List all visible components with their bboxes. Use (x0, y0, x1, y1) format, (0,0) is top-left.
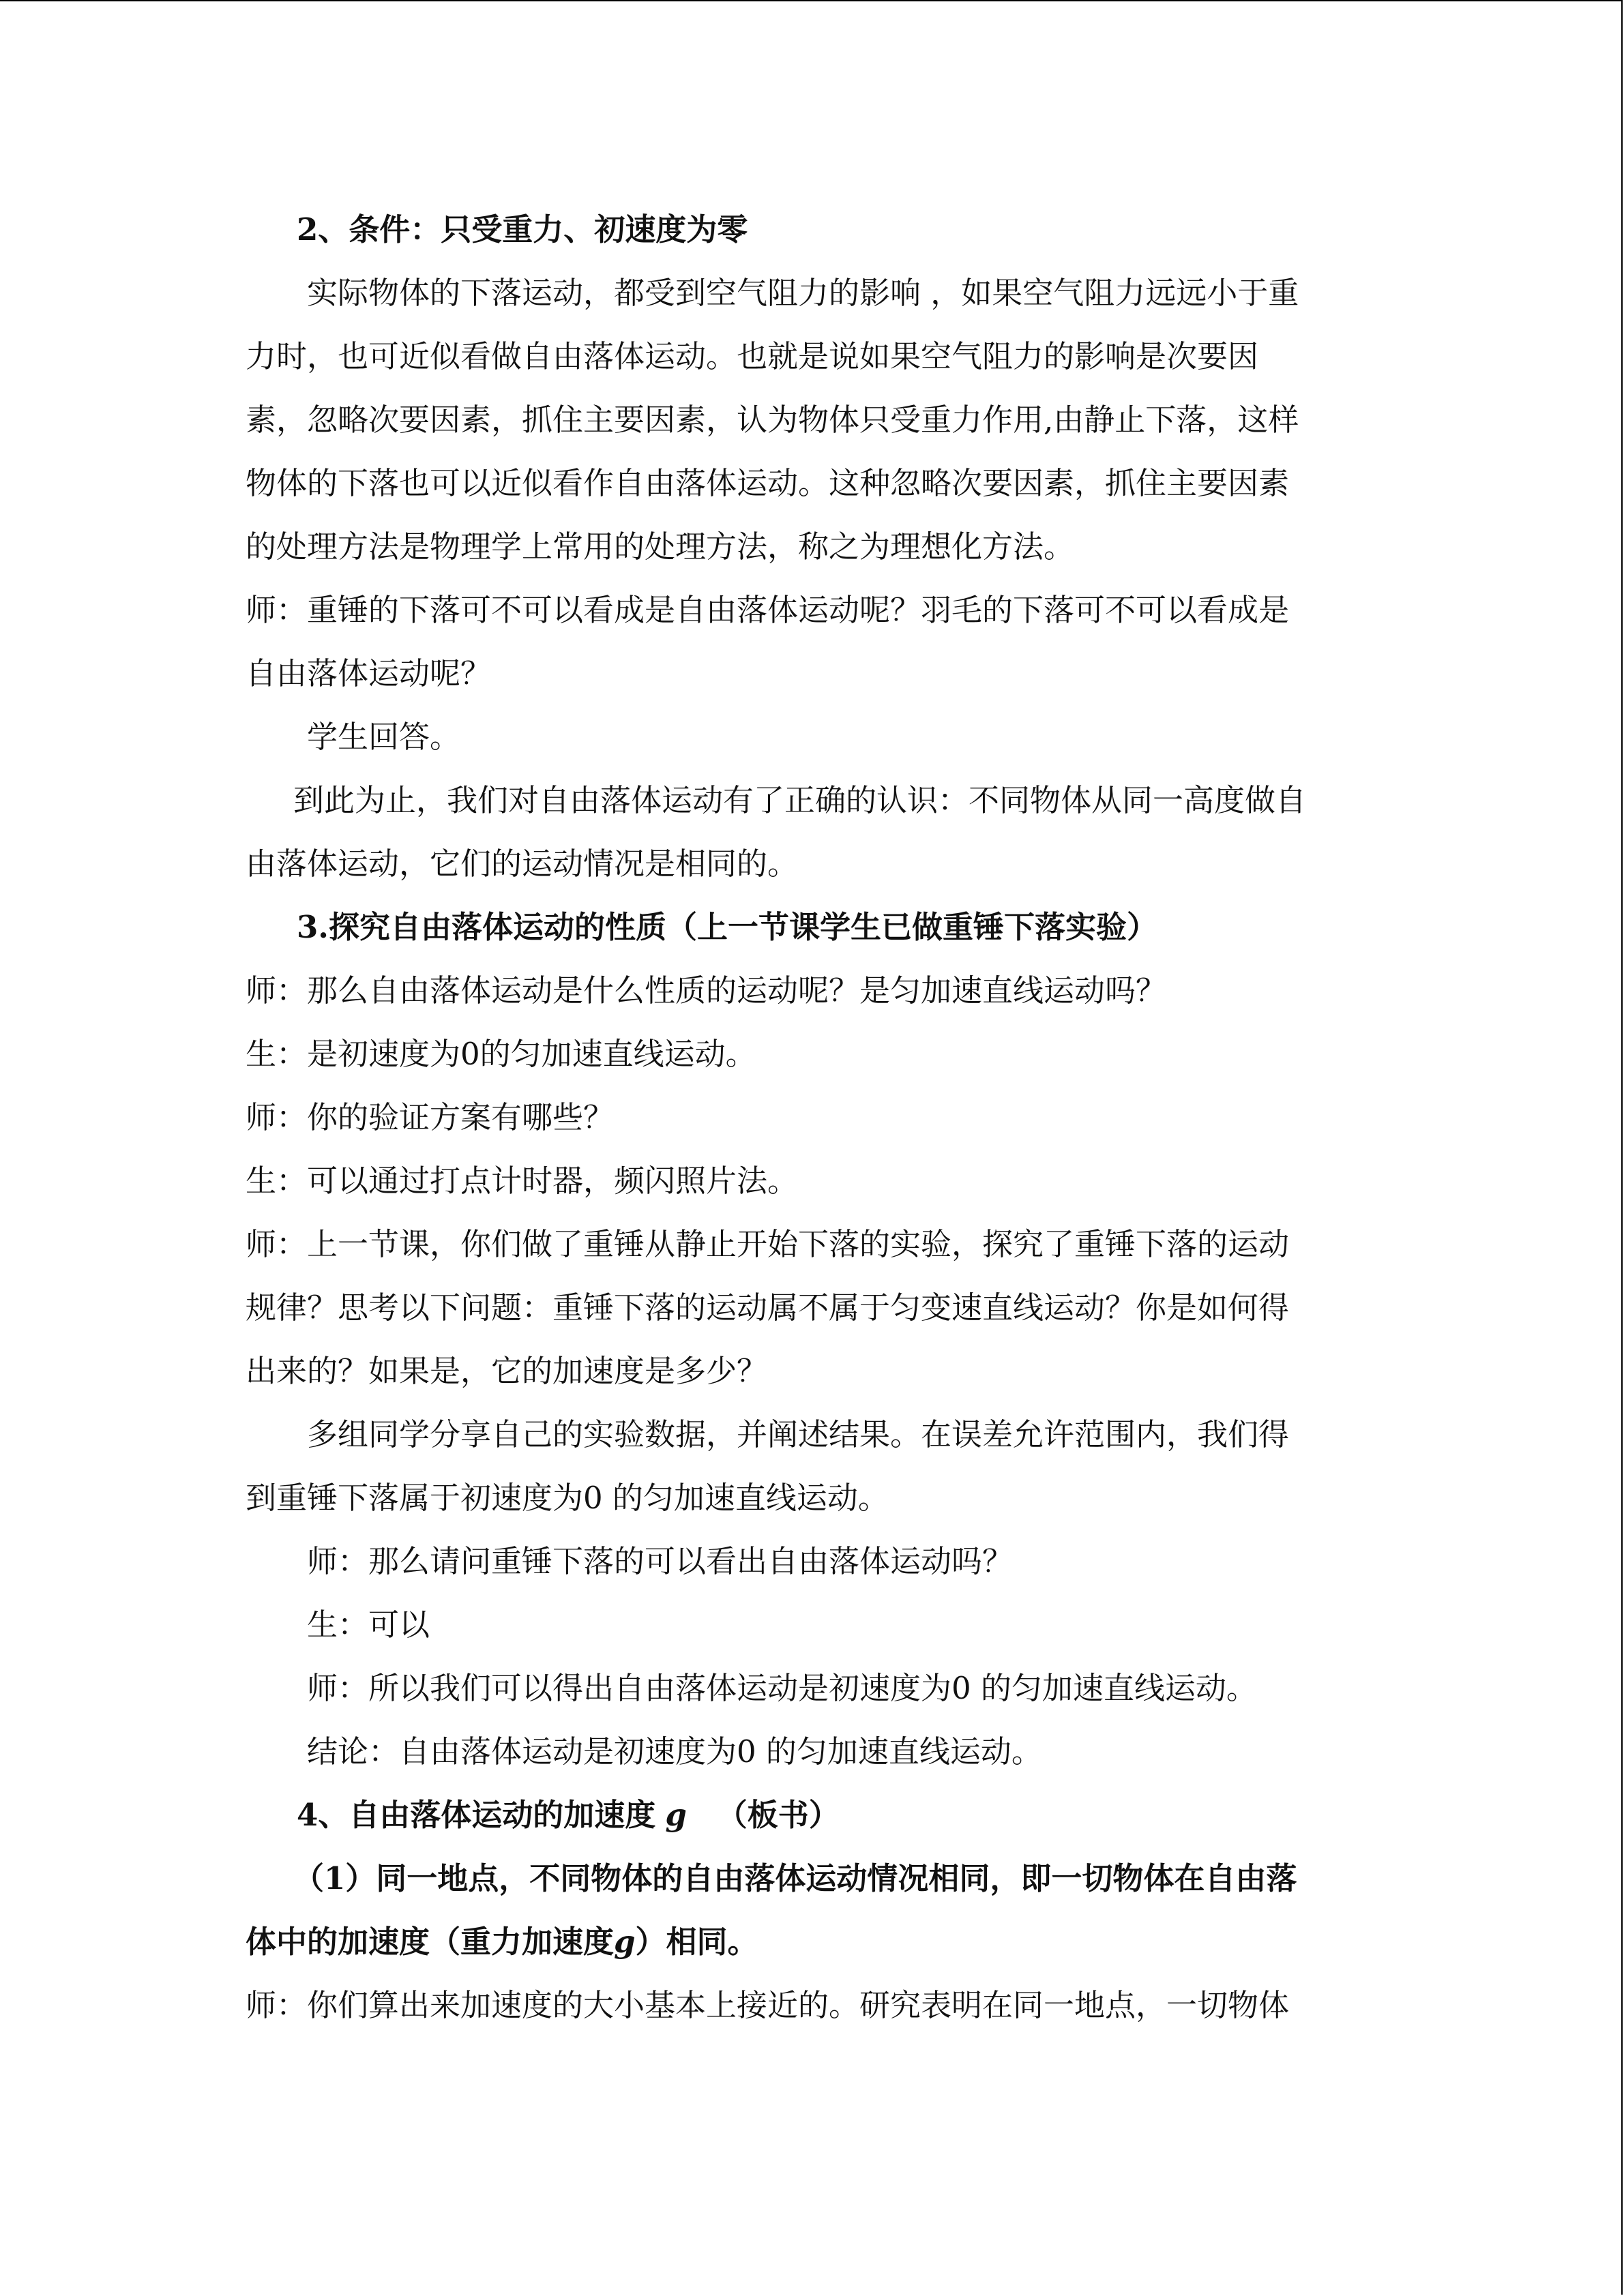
paragraph-line: 力时，也可近似看做自由落体运动。也就是说如果空气阻力的影响是次要因 (246, 338, 1259, 374)
teacher-line: 规律？思考以下问题：重锤下落的运动属不属于匀变速直线运动？你是如何得 (246, 1289, 1290, 1326)
student-line: 生：是初速度为0的匀加速直线运动。 (246, 1036, 756, 1072)
student-line: 生：可以通过打点计时器，频闪照片法。 (246, 1163, 799, 1199)
paragraph-line: 的处理方法是物理学上常用的处理方法，称之为理想化方法。 (246, 528, 1075, 565)
teacher-line: 师：那么自由落体运动是什么性质的运动呢？是匀加速直线运动吗？ (246, 972, 1167, 1009)
paragraph-line: 多组同学分享自己的实验数据，并阐述结果。在误差允许范围内，我们得 (307, 1416, 1290, 1452)
paragraph-line: 实际物体的下落运动，都受到空气阻力的影响 ，如果空气阻力远远小于重 (307, 275, 1299, 311)
teacher-line: 师：那么请问重锤下落的可以看出自由落体运动吗？ (307, 1543, 1014, 1579)
student-line: 生：可以 (307, 1607, 430, 1643)
bold-statement-line: 体中的加速度（重力加速度g）相同。 (246, 1924, 758, 1960)
teacher-line: 师：重锤的下落可不可以看成是自由落体运动呢？羽毛的下落可不可以看成是 (246, 592, 1290, 628)
paragraph-line: 到重锤下落属于初速度为0 的匀加速直线运动。 (246, 1480, 889, 1516)
section-heading-nature: 3.探究自由落体运动的性质（上一节课学生已做重锤下落实验） (297, 909, 1157, 945)
teacher-line: 师：你的验证方案有哪些？ (246, 1099, 615, 1135)
paragraph-line: 物体的下落也可以近似看作自由落体运动。这种忽略次要因素，抓住主要因素 (246, 465, 1290, 501)
section-heading-conditions: 2、条件：只受重力、初速度为零 (297, 211, 748, 248)
paragraph-line: 由落体运动，它们的运动情况是相同的。 (246, 846, 799, 882)
student-answer-line: 学生回答。 (307, 719, 461, 755)
document-body (246, 198, 1378, 2037)
paragraph-line: 到此为止，我们对自由落体运动有了正确的认识：不同物体从同一高度做自 (293, 782, 1307, 818)
bold-statement-line: （1）同一地点，不同物体的自由落体运动情况相同，即一切物体在自由落 (293, 1860, 1297, 1896)
teacher-line: 师：所以我们可以得出自由落体运动是初速度为0 的匀加速直线运动。 (307, 1670, 1257, 1706)
paragraph-line: 素，忽略次要因素，抓住主要因素，认为物体只受重力作用,由静止下落，这样 (246, 402, 1299, 438)
section-heading-acceleration: 4、自由落体运动的加速度 g （板书） (297, 1797, 840, 1833)
teacher-line: 师：上一节课，你们做了重锤从静止开始下落的实验，探究了重锤下落的运动 (246, 1226, 1290, 1262)
teacher-line: 出来的？如果是，它的加速度是多少？ (246, 1353, 768, 1389)
teacher-line: 师：你们算出来加速度的大小基本上接近的。研究表明在同一地点，一切物体 (246, 1987, 1290, 2023)
conclusion-line: 结论：自由落体运动是初速度为0 的匀加速直线运动。 (307, 1733, 1042, 1770)
teacher-line: 自由落体运动呢？ (246, 655, 492, 691)
